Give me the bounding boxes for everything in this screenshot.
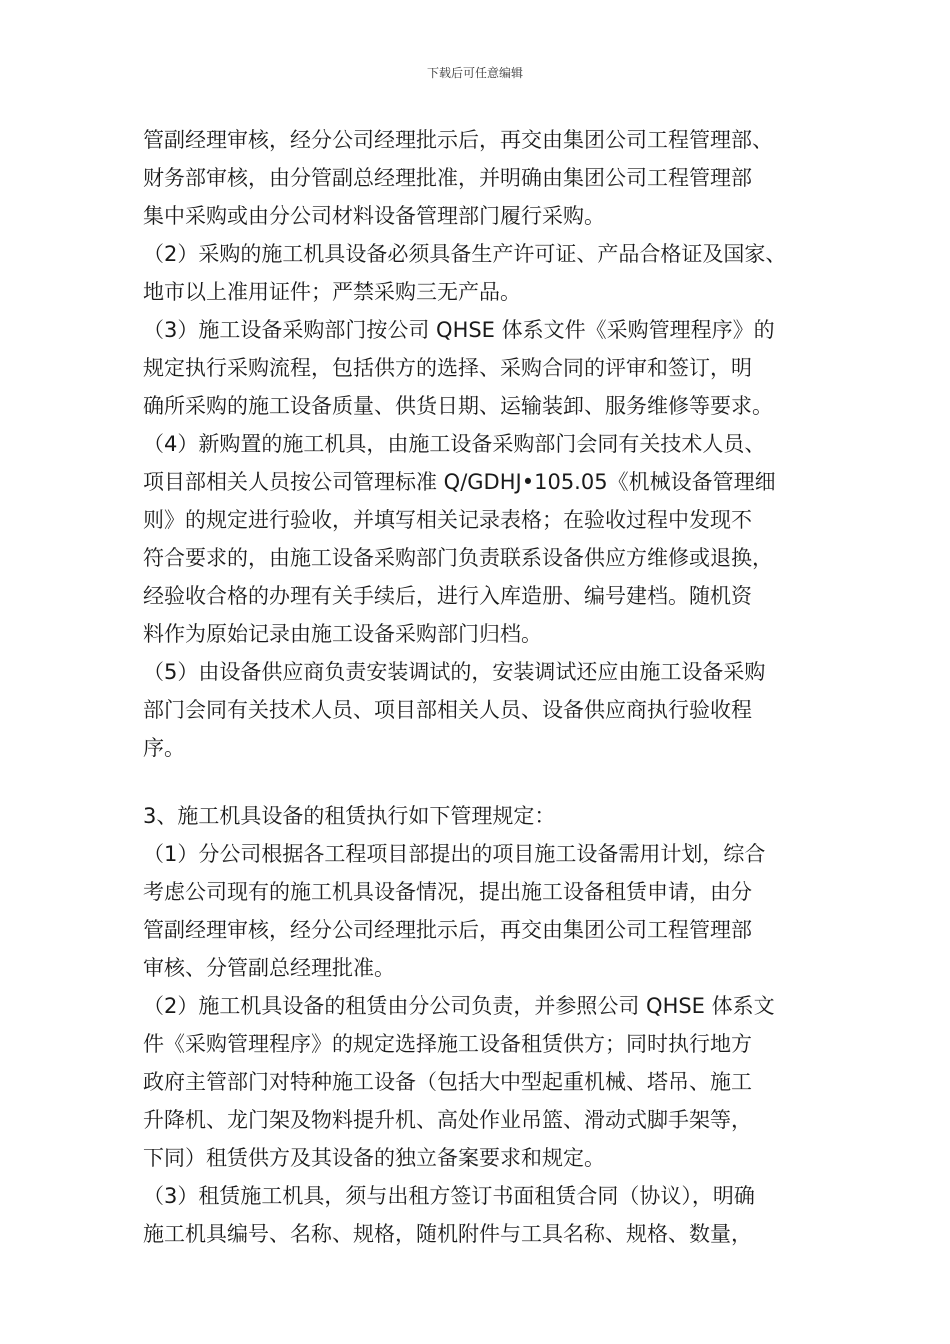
- paragraph-line: 集中采购或由分公司材料设备管理部门履行采购。: [143, 204, 605, 228]
- paragraph-line: 确所采购的施工设备质量、供货日期、运输装卸、服务维修等要求。: [143, 394, 773, 418]
- paragraph-line: 财务部审核，由分管副总经理批准，并明确由集团公司工程管理部: [143, 166, 752, 190]
- paragraph-line: 升降机、龙门架及物料提升机、高处作业吊篮、滑动式脚手架等，: [143, 1108, 752, 1132]
- document-body: [143, 121, 823, 1253]
- paragraph-line: 序。: [143, 736, 185, 760]
- paragraph-line: 经验收合格的办理有关手续后，进行入库造册、编号建档。随机资: [143, 584, 752, 608]
- paragraph-line: （4）新购置的施工机具，由施工设备采购部门会同有关技术人员、: [143, 432, 766, 456]
- paragraph-line: 件《采购管理程序》的规定选择施工设备租赁供方；同时执行地方: [143, 1032, 752, 1056]
- paragraph-line: 考虑公司现有的施工机具设备情况，提出施工设备租赁申请，由分: [143, 880, 752, 904]
- paragraph-line: （5）由设备供应商负责安装调试的，安装调试还应由施工设备采购: [143, 660, 766, 684]
- paragraph-line: 地市以上准用证件；严禁采购三无产品。: [143, 280, 521, 304]
- paragraph-line: 下同）租赁供方及其设备的独立备案要求和规定。: [143, 1146, 605, 1170]
- paragraph-line: 管副经理审核，经分公司经理批示后，再交由集团公司工程管理部: [143, 918, 752, 942]
- paragraph-line: 管副经理审核，经分公司经理批示后，再交由集团公司工程管理部、: [143, 128, 773, 152]
- paragraph-line: 符合要求的，由施工设备采购部门负责联系设备供应方维修或退换，: [143, 546, 773, 570]
- paragraph-line: （2）采购的施工机具设备必须具备生产许可证、产品合格证及国家、: [143, 242, 787, 266]
- paragraph-line: 施工机具编号、名称、规格，随机附件与工具名称、规格、数量，: [143, 1222, 752, 1246]
- paragraph-line: （3）施工设备采购部门按公司 QHSE 体系文件《采购管理程序》的: [143, 318, 775, 342]
- paragraph-line: 则》的规定进行验收，并填写相关记录表格；在验收过程中发现不: [143, 508, 752, 532]
- page-header: 下载后可任意编辑: [426, 66, 523, 80]
- paragraph-line: （2）施工机具设备的租赁由分公司负责，并参照公司 QHSE 体系文: [143, 994, 775, 1018]
- paragraph-line: 料作为原始记录由施工设备采购部门归档。: [143, 622, 542, 646]
- paragraph-line: （3）租赁施工机具，须与出租方签订书面租赁合同（协议），明确: [143, 1184, 755, 1208]
- section-heading: 3、施工机具设备的租赁执行如下管理规定：: [143, 804, 556, 828]
- paragraph-line: 项目部相关人员按公司管理标准 Q/GDHJ•105.05《机械设备管理细: [143, 470, 776, 494]
- paragraph-line: 政府主管部门对特种施工设备（包括大中型起重机械、塔吊、施工: [143, 1070, 752, 1094]
- paragraph-line: （1）分公司根据各工程项目部提出的项目施工设备需用计划，综合: [143, 842, 766, 866]
- paragraph-line: 规定执行采购流程，包括供方的选择、采购合同的评审和签订，明: [143, 356, 752, 380]
- paragraph-line: 部门会同有关技术人员、项目部相关人员、设备供应商执行验收程: [143, 698, 752, 722]
- paragraph-line: 审核、分管副总经理批准。: [143, 956, 395, 980]
